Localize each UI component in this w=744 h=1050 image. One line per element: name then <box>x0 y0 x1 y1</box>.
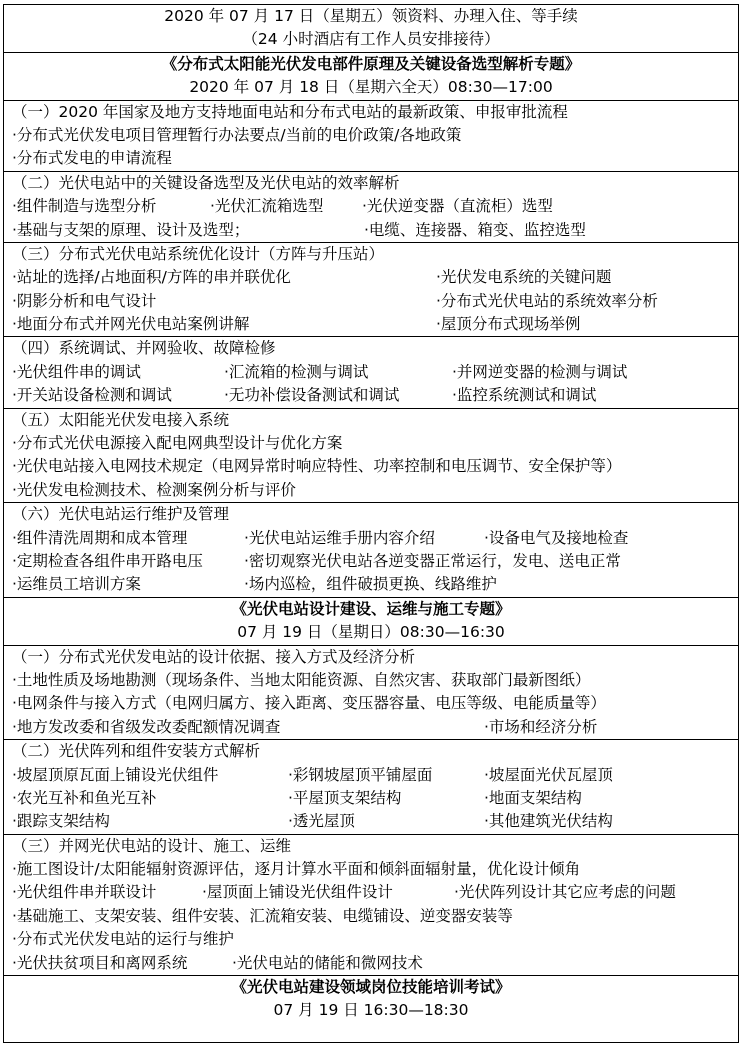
topic-item: ·其他建筑光伏结构 <box>484 812 613 831</box>
topic-heading: （三）并网光伏电站的设计、施工、运维 <box>12 836 292 855</box>
topic-item: ·分布式光伏电站的系统效率分析 <box>436 291 658 310</box>
topic-item: ·光伏电站运维手册内容介绍 <box>244 528 435 547</box>
session-time: 07 月 19 日 16:30—18:30 <box>273 1001 469 1020</box>
topic-item-line <box>12 573 738 596</box>
topic-item: ·光伏汇流箱选型 <box>210 197 324 216</box>
topic-item-line: ·分布式发电的申请流程 <box>12 149 172 168</box>
session-time: 2020 年 07 月 18 日（星期六全天）08:30—17:00 <box>189 78 553 97</box>
topic-heading: （六）光伏电站运行维护及管理 <box>12 505 230 524</box>
topic-item-line <box>12 290 738 313</box>
topic-item: ·平屋顶支架结构 <box>288 788 402 807</box>
schedule-topic-row <box>4 409 738 504</box>
topic-item: ·站址的选择/占地面积/方阵的串并联优化 <box>12 268 291 287</box>
schedule-topic-row <box>4 740 738 835</box>
topic-item: ·无功补偿设备测试和调试 <box>224 386 400 405</box>
topic-item: ·透光屋顶 <box>288 812 355 831</box>
topic-item: ·组件清洗周期和成本管理 <box>12 528 188 547</box>
schedule-topic-row <box>4 835 738 976</box>
topic-item: ·汇流箱的检测与调试 <box>224 362 369 381</box>
topic-item: ·光伏组件串的调试 <box>12 362 141 381</box>
topic-item-line: ·光伏发电检测技术、检测案例分析与评价 <box>12 480 296 499</box>
schedule-header-row <box>4 53 738 101</box>
session-title: 《分布式太阳能光伏发电部件原理及关键设备选型解析专题》 <box>161 54 581 73</box>
topic-item-line: ·基础施工、支架安装、组件安装、汇流箱安装、电缆铺设、逆变器安装等 <box>12 906 513 925</box>
topic-item: ·地面支架结构 <box>484 788 582 807</box>
topic-item-line: ·分布式光伏发电项目管理暂行办法要点/当前的电价政策/各地政策 <box>12 125 462 144</box>
topic-item: ·屋顶分布式现场举例 <box>436 315 581 334</box>
topic-item: ·阴影分析和电气设计 <box>12 291 157 310</box>
topic-item: ·运维员工培训方案 <box>12 575 141 594</box>
schedule-topic-row <box>4 503 738 598</box>
topic-item: ·地面分布式并网光伏电站案例讲解 <box>12 315 250 334</box>
topic-item: ·光伏组件串并联设计 <box>12 883 157 902</box>
topic-item: ·开关站设备检测和调试 <box>12 386 172 405</box>
topic-item: ·设备电气及接地检查 <box>484 528 629 547</box>
topic-item: ·场内巡检，组件破损更换、线路维护 <box>244 575 497 594</box>
topic-heading: （二）光伏电站中的关键设备选型及光伏电站的效率解析 <box>12 173 400 192</box>
topic-item: ·屋顶面上铺设光伏组件设计 <box>202 883 393 902</box>
topic-item: ·光伏逆变器（直流柜）选型 <box>362 197 553 216</box>
topic-item: ·密切观察光伏电站各逆变器正常运行，发电、送电正常 <box>244 551 621 570</box>
topic-item: ·彩钢坡屋顶平铺屋面 <box>288 765 433 784</box>
topic-heading: （一）2020 年国家及地方支持地面电站和分布式电站的最新政策、申报审批流程 <box>12 102 568 121</box>
topic-item-line: ·土地性质及场地勘测（现场条件、当地太阳能资源、自然灾害、获取部门最新图纸） <box>12 670 591 689</box>
topic-item: ·光伏扶贫项目和离网系统 <box>12 953 188 972</box>
topic-item-line: ·光伏电站接入电网技术规定（电网异常时响应特性、功率控制和电压调节、安全保护等） <box>12 457 622 476</box>
topic-heading: （三）分布式光伏电站系统优化设计（方阵与升压站） <box>12 244 385 263</box>
topic-item: ·跟踪支架结构 <box>12 812 110 831</box>
topic-item-line: ·施工图设计/太阳能辐射资源评估，逐月计算水平面和倾斜面辐射量，优化设计倾角 <box>12 860 581 879</box>
schedule-header-row <box>4 598 738 646</box>
topic-item-line <box>12 550 738 573</box>
schedule-topic-row <box>4 243 738 338</box>
topic-item-line: ·分布式光伏发电站的运行与维护 <box>12 930 234 949</box>
topic-item: ·坡屋顶原瓦面上铺设光伏组件 <box>12 765 219 784</box>
topic-item: ·地方发改委和省级发改委配额情况调查 <box>12 717 281 736</box>
topic-item: ·光伏发电系统的关键问题 <box>436 268 612 287</box>
topic-item-line <box>12 764 738 787</box>
topic-heading: （二）光伏阵列和组件安装方式解析 <box>12 742 261 761</box>
topic-item: ·市场和经济分析 <box>484 717 598 736</box>
topic-item-line <box>12 266 738 289</box>
topic-item: ·基础与支架的原理、设计及选型； <box>12 220 250 239</box>
session-time: （24 小时酒店有工作人员安排接待） <box>242 30 500 49</box>
topic-item: ·监控系统测试和调试 <box>452 386 597 405</box>
topic-item: ·组件制造与选型分析 <box>12 197 157 216</box>
topic-item-line: ·电网条件与接入方式（电网归属方、接入距离、变压器容量、电压等级、电能质量等） <box>12 694 606 713</box>
topic-item-line <box>12 527 738 550</box>
topic-item-line <box>12 313 738 336</box>
topic-heading: （一）分布式光伏发电站的设计依据、接入方式及经济分析 <box>12 647 416 666</box>
topic-item-line: ·分布式光伏电源接入配电网典型设计与优化方案 <box>12 434 343 453</box>
topic-item-line <box>12 952 738 975</box>
topic-item-line <box>12 384 738 407</box>
session-time: 2020 年 07 月 17 日（星期五）领资料、办理入住、等手续 <box>164 7 578 25</box>
schedule-table <box>3 4 739 1043</box>
topic-item: ·并网逆变器的检测与调试 <box>452 362 628 381</box>
schedule-header-row <box>4 5 738 53</box>
topic-heading: （四）系统调试、并网验收、故障检修 <box>12 339 276 358</box>
schedule-topic-row <box>4 646 738 741</box>
schedule-topic-row <box>4 172 738 243</box>
topic-item: ·光伏阵列设计其它应考虑的问题 <box>454 883 676 902</box>
topic-item: ·光伏电站的储能和微网技术 <box>232 953 423 972</box>
session-title: 《光伏电站建设领域岗位技能培训考试》 <box>231 978 511 997</box>
topic-item-line <box>12 219 738 242</box>
topic-item: ·农光互补和鱼光互补 <box>12 788 157 807</box>
schedule-topic-row <box>4 101 738 172</box>
topic-item: ·坡屋面光伏瓦屋顶 <box>484 765 613 784</box>
topic-item-line <box>12 361 738 384</box>
topic-item: ·定期检查各组件串开路电压 <box>12 551 203 570</box>
topic-heading: （五）太阳能光伏发电接入系统 <box>12 410 230 429</box>
schedule-header-row <box>4 976 738 1023</box>
session-time: 07 月 19 日（星期日）08:30—16:30 <box>237 623 505 642</box>
topic-item-line <box>12 881 738 904</box>
topic-item-line <box>12 787 738 810</box>
topic-item-line <box>12 195 738 218</box>
topic-item: ·电缆、连接器、箱变、监控选型 <box>364 220 586 239</box>
topic-item-line <box>12 810 738 833</box>
topic-item-line <box>12 716 738 739</box>
schedule-topic-row <box>4 337 738 408</box>
session-title: 《光伏电站设计建设、运维与施工专题》 <box>231 599 511 618</box>
